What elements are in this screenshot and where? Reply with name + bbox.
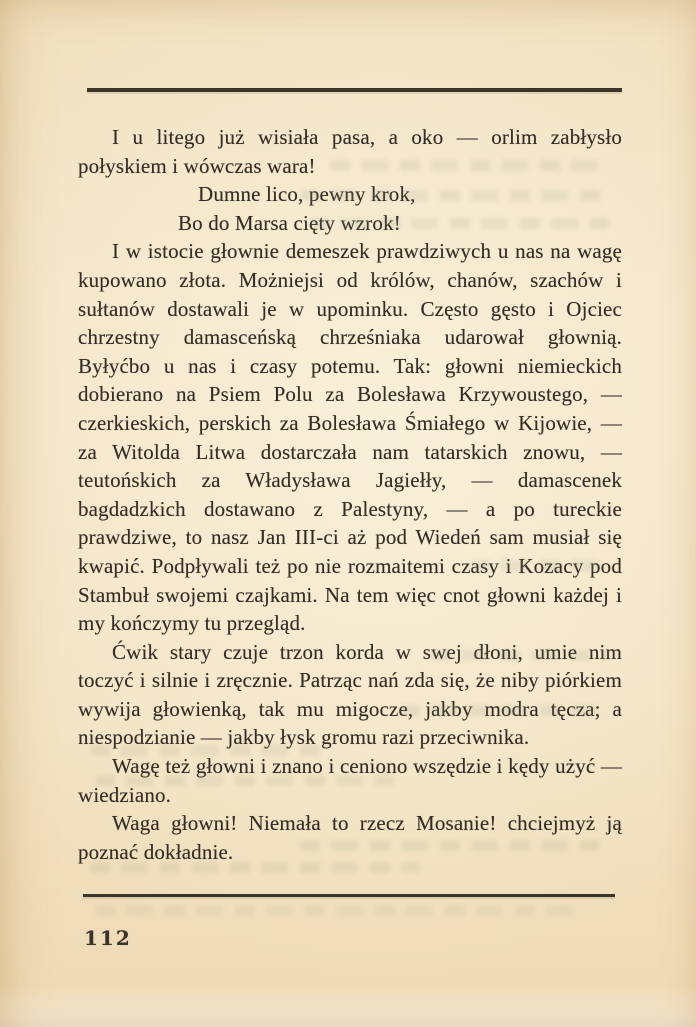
page-number: 112 xyxy=(84,926,132,950)
bottom-rule xyxy=(83,894,615,897)
top-rule xyxy=(87,88,622,92)
paragraph: Ćwik stary czuje trzon korda w swej dłoni, umie nim toczyć i silnie i zręcznie. Patrząc nań zda się, że niby piórkiem wywija głowienką, tak mu migocze, jakby modra tęcza; a niespodzianie — jakby łysk gromu razi przeciwnika. xyxy=(78,639,622,750)
verse-line: Dumne lico, pewny krok, xyxy=(198,182,416,207)
showthrough-smudge xyxy=(95,775,395,786)
showthrough-smudge xyxy=(400,705,610,716)
showthrough-smudge xyxy=(300,840,600,851)
showthrough-smudge xyxy=(90,745,330,756)
paragraph: I u litego już wisiała pasa, a oko — orlim zabłysło połyskiem i wówczas wara! xyxy=(78,125,622,178)
verse-line: Bo do Marsa cięty wzrok! xyxy=(178,210,401,235)
showthrough-smudge xyxy=(90,862,420,873)
showthrough-smudge xyxy=(430,650,610,661)
paragraph: Waga głowni! Niemała to rzecz Mosanie! chciejmyż ją poznać dokładnie. xyxy=(78,811,622,864)
showthrough-smudge xyxy=(330,160,610,171)
paragraph: I w istocie głownie demeszek prawdziwych u nas na wagę kupowano złota. Możniejsi od królów, chanów, szachów i sułtanów dostawali je w upominku. Często gęsto i Ojciec chrzestny damasceńską chrześniaka udarował głownią. Byłyćbo u nas i czasy potemu. Tak: głowni niemieckich dobierano na Psiem Polu za Bolesława Krzywoustego, — czerkieskich, perskich za Bolesława Śmiałego w Kijowie, — za Witolda Litwa dostarczała nam tatarskich znowu, — teutońskich za Władysława Jagiełły, — damascenek bagdadzkich dostawano z Palestyny, — a po tureckie prawdziwe, to nasz Jan III-ci aż pod Wiedeń sam musiał się kwapić. Podpływali też po nie rozmaitemi czasy i Kozacy pod Stambuł swojemi czajkami. Na tem więc cnot głowni każdej i my kończymy tu przegląd. xyxy=(78,239,622,636)
paragraph: Wagę też głowni i znano i ceniono wszędzie i kędy użyć — wiedziano. xyxy=(78,754,622,807)
showthrough-smudge xyxy=(310,218,610,229)
showthrough-smudge xyxy=(300,190,610,201)
showthrough-smudge xyxy=(470,560,610,571)
showthrough-smudge xyxy=(95,905,575,916)
